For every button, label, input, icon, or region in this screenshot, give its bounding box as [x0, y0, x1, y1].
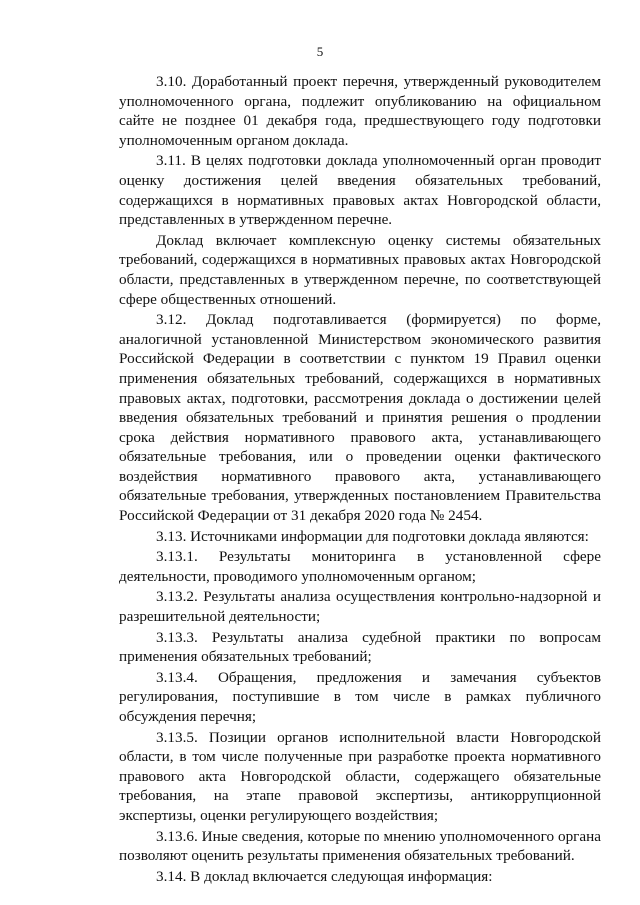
document-body — [119, 72, 601, 886]
paragraph-3-11: 3.11. В целях подготовки доклада уполномоченный орган проводит оценку достижения целей введения обязательных требований, содержащихся в нормативных правовых актах Новгородской области, представленных в утвержденном перечне. — [119, 152, 601, 229]
paragraph-3-13-3: 3.13.3. Результаты анализа судебной практики по вопросам применения обязательных требований; — [119, 628, 601, 666]
page-number: 5 — [316, 44, 324, 59]
paragraph-3-10: 3.10. Доработанный проект перечня, утвержденный руководителем уполномоченного органа, подлежит опубликованию на официальном сайте не позднее 01 декабря года, предшествующего году подготовки уполномоченным органом доклада. — [119, 73, 601, 149]
paragraph-3-13-4: 3.13.4. Обращения, предложения и замечания субъектов регулирования, поступившие в том числе в рамках публичного обсуждения перечня; — [119, 668, 601, 725]
paragraph-3-13-6: 3.13.6. Иные сведения, которые по мнению уполномоченного органа позволяют оценить результаты применения обязательных требований. — [119, 827, 601, 865]
paragraph-3-13: 3.13. Источниками информации для подготовки доклада являются: — [156, 527, 589, 545]
paragraph-report-content: Доклад включает комплексную оценку системы обязательных требований, содержащихся в нормативных правовых актах Новгородской области, представленных в утвержденном перечне, по соответствующей сфере общественных отношений. — [119, 231, 601, 308]
paragraph-3-13-5: 3.13.5. Позиции органов исполнительной власти Новгородской области, в том числе полученные при разработке проекта нормативного правового акта Новгородской области, содержащего обязательные требования, на этапе правовой экспертизы, антикоррупционной экспертизы, оценки регулирующего воздействия; — [119, 728, 601, 824]
paragraph-3-13-1: 3.13.1. Результаты мониторинга в установленной сфере деятельности, проводимого уполномоченным органом; — [119, 548, 601, 585]
paragraph-3-13-2: 3.13.2. Результаты анализа осуществления контрольно-надзорной и разрешительной деятельности; — [119, 588, 601, 626]
paragraph-3-12: 3.12. Доклад подготавливается (формируется) по форме, аналогичной установленной Министерством экономического развития Российской Федерации в соответствии с пунктом 19 Правил оценки применения обязательных требований, содержащихся в нормативных правовых актах, подготовки, рассмотрения доклада о достижении целей введения обязательных требований и принятия решения о продлении срока действия нормативного правового акта, устанавливающего обязательные требования, или о проведении оценки фактического воздействия нормативного правового акта, устанавливающего обязательные требования, утвержденных постановлением Правительства Российской Федерации от 31 декабря 2020 года № 2454. — [119, 311, 601, 525]
paragraph-3-14: 3.14. В доклад включается следующая информация: — [156, 867, 493, 885]
